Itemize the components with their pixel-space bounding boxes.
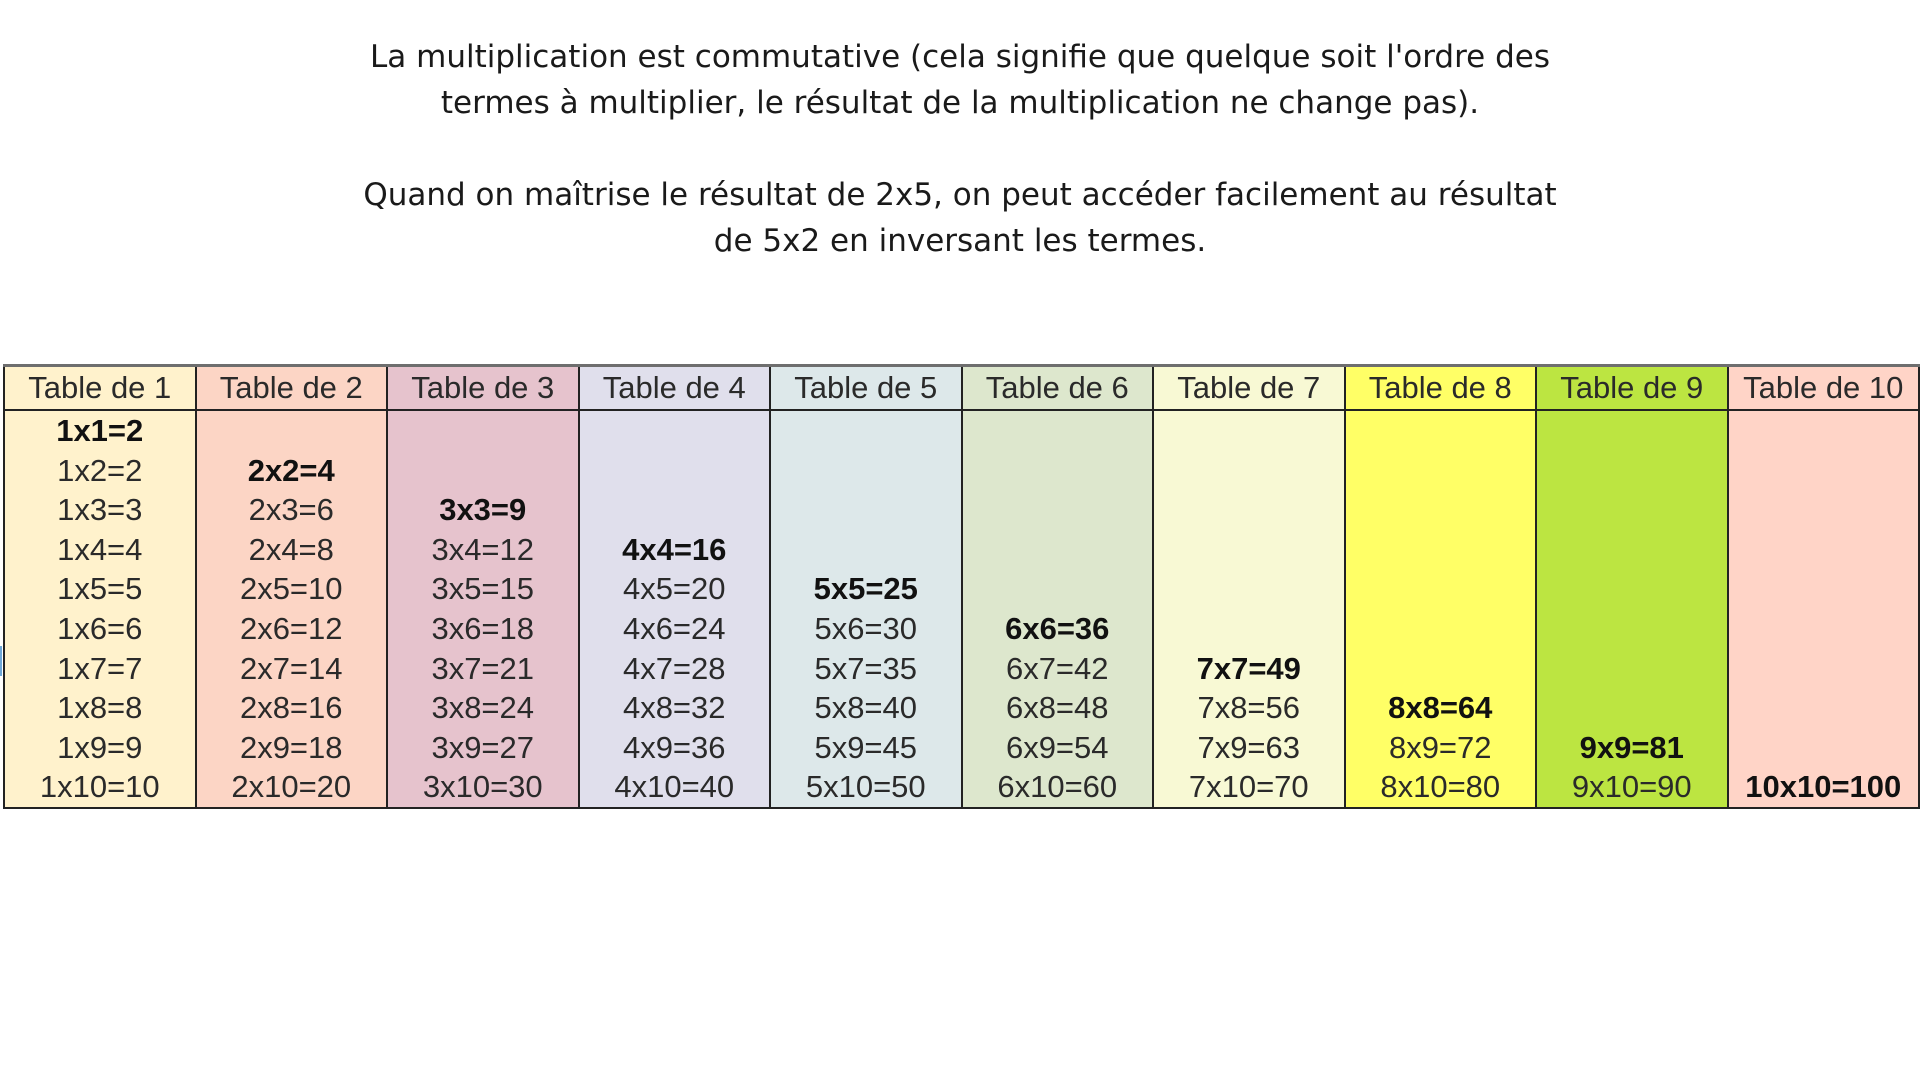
multiplication-table [3, 364, 1920, 809]
intro-text [0, 34, 1920, 264]
table-cell [580, 411, 770, 451]
table-cell: 5x7=35 [814, 650, 918, 686]
left-edge-marker [0, 646, 2, 676]
table-cell: 2x9=18 [239, 729, 343, 765]
table-header-4: Table de 4 [579, 366, 771, 411]
table-cell: 3x6=18 [431, 610, 535, 646]
table-cell [580, 451, 770, 491]
table-cell: 1x9=9 [57, 729, 143, 765]
table-cell [1537, 530, 1727, 570]
table-cell [1729, 728, 1919, 768]
table-cell [1346, 411, 1536, 451]
table-cell [963, 411, 1153, 451]
table-cell: 5x9=45 [814, 729, 918, 765]
table-cell [1346, 649, 1536, 689]
table-cell: 1x6=6 [57, 610, 143, 646]
table-cell [771, 530, 961, 570]
table-cell [1537, 649, 1727, 689]
table-cell [771, 451, 961, 491]
table-header-5: Table de 5 [770, 366, 962, 411]
table-header-10: Table de 10 [1728, 366, 1920, 411]
table-header-3: Table de 3 [387, 366, 579, 411]
multiplication-table-container [3, 364, 1920, 809]
intro-paragraph-example: Quand on maîtrise le résultat de 2x5, on peut accéder facilement au résultat de 5x2 en inversant les termes. [363, 177, 1557, 259]
table-cell [1729, 649, 1919, 689]
table-cell: 1x2=2 [57, 452, 143, 488]
table-cell: 5x6=30 [814, 610, 918, 646]
table-cell [1729, 490, 1919, 530]
table-cell: 2x7=14 [239, 650, 343, 686]
table-cell: 8x8=64 [1388, 690, 1493, 726]
table-cell [1729, 688, 1919, 728]
table-column-5 [770, 410, 962, 808]
table-cell: 8x10=80 [1380, 769, 1501, 805]
table-cell [771, 411, 961, 451]
table-cell [1729, 411, 1919, 451]
table-cell [1729, 530, 1919, 570]
table-cell: 1x4=4 [57, 531, 143, 567]
table-column-7 [1153, 410, 1345, 808]
table-cell: 5x10=50 [805, 769, 926, 805]
table-cell: 4x4=16 [622, 531, 727, 567]
table-cell [1346, 569, 1536, 609]
table-cell: 1x8=8 [57, 690, 143, 726]
table-cell: 4x5=20 [622, 571, 726, 607]
table-cell [1537, 451, 1727, 491]
table-cell [1729, 451, 1919, 491]
table-cell [1537, 490, 1727, 530]
table-cell: 7x8=56 [1197, 690, 1301, 726]
table-cell: 9x10=90 [1571, 769, 1692, 805]
table-cell [1346, 530, 1536, 570]
table-cell: 7x10=70 [1188, 769, 1309, 805]
table-cell: 5x5=25 [813, 571, 918, 607]
table-cell [1154, 451, 1344, 491]
table-cell [963, 530, 1153, 570]
table-header-9: Table de 9 [1536, 366, 1728, 411]
table-cell: 4x10=40 [614, 769, 735, 805]
table-cell: 7x9=63 [1197, 729, 1301, 765]
table-cell: 9x9=81 [1579, 729, 1684, 765]
table-cell: 2x4=8 [248, 531, 334, 567]
table-cell: 6x10=60 [997, 769, 1118, 805]
table-column-9 [1536, 410, 1728, 808]
table-cell: 1x7=7 [57, 650, 143, 686]
table-cell [580, 490, 770, 530]
table-cell: 4x9=36 [622, 729, 726, 765]
table-cell: 2x5=10 [239, 571, 343, 607]
table-cell [1154, 609, 1344, 649]
table-column-3 [387, 410, 579, 808]
table-cell [1154, 530, 1344, 570]
table-column-1 [4, 410, 196, 808]
table-column-4 [579, 410, 771, 808]
table-cell [963, 490, 1153, 530]
table-cell: 3x3=9 [439, 492, 527, 528]
table-header-8: Table de 8 [1345, 366, 1537, 411]
table-cell: 6x9=54 [1005, 729, 1109, 765]
table-cell: 3x7=21 [431, 650, 535, 686]
table-column-10 [1728, 410, 1920, 808]
table-cell [1154, 490, 1344, 530]
table-cell: 3x10=30 [422, 769, 543, 805]
table-cell: 3x8=24 [431, 690, 535, 726]
table-column-6 [962, 410, 1154, 808]
table-cell [1537, 609, 1727, 649]
table-column-8 [1345, 410, 1537, 808]
table-body-row [4, 410, 1919, 808]
table-cell: 3x5=15 [431, 571, 535, 607]
table-cell: 2x8=16 [239, 690, 343, 726]
table-cell: 2x2=4 [247, 452, 335, 488]
table-cell: 8x9=72 [1388, 729, 1492, 765]
table-cell [388, 451, 578, 491]
table-cell: 1x5=5 [57, 571, 143, 607]
table-cell: 6x7=42 [1005, 650, 1109, 686]
table-cell [1346, 451, 1536, 491]
table-cell: 5x8=40 [814, 690, 918, 726]
table-header-row [4, 366, 1919, 411]
table-cell: 6x8=48 [1005, 690, 1109, 726]
table-cell: 4x7=28 [622, 650, 726, 686]
table-cell: 4x6=24 [622, 610, 726, 646]
table-cell [1154, 569, 1344, 609]
table-header-6: Table de 6 [962, 366, 1154, 411]
table-header-2: Table de 2 [196, 366, 388, 411]
table-cell [771, 490, 961, 530]
table-cell: 7x7=49 [1196, 650, 1301, 686]
table-cell: 2x10=20 [231, 769, 352, 805]
table-header-1: Table de 1 [4, 366, 196, 411]
table-cell [1154, 411, 1344, 451]
table-cell: 1x1=2 [56, 413, 144, 448]
table-cell [1729, 609, 1919, 649]
table-cell: 4x8=32 [622, 690, 726, 726]
table-cell [1346, 490, 1536, 530]
table-cell: 2x3=6 [248, 492, 334, 528]
table-cell: 2x6=12 [239, 610, 343, 646]
table-header-7: Table de 7 [1153, 366, 1345, 411]
table-column-2 [196, 410, 388, 808]
table-cell: 1x10=10 [39, 769, 160, 805]
table-cell [1537, 688, 1727, 728]
table-cell: 6x6=36 [1005, 610, 1110, 646]
table-cell: 10x10=100 [1745, 769, 1902, 805]
table-cell [1537, 411, 1727, 451]
table-cell [388, 411, 578, 451]
table-cell: 1x3=3 [57, 492, 143, 528]
table-cell: 3x9=27 [431, 729, 535, 765]
table-cell [1537, 569, 1727, 609]
table-cell [197, 411, 387, 451]
table-cell [963, 569, 1153, 609]
table-cell [1346, 609, 1536, 649]
table-cell: 3x4=12 [431, 531, 535, 567]
table-cell [1729, 569, 1919, 609]
table-cell [963, 451, 1153, 491]
intro-paragraph-commutative: La multiplication est commutative (cela signifie que quelque soit l'ordre des termes à multiplier, le résultat de la multiplication ne change pas). [370, 39, 1550, 121]
